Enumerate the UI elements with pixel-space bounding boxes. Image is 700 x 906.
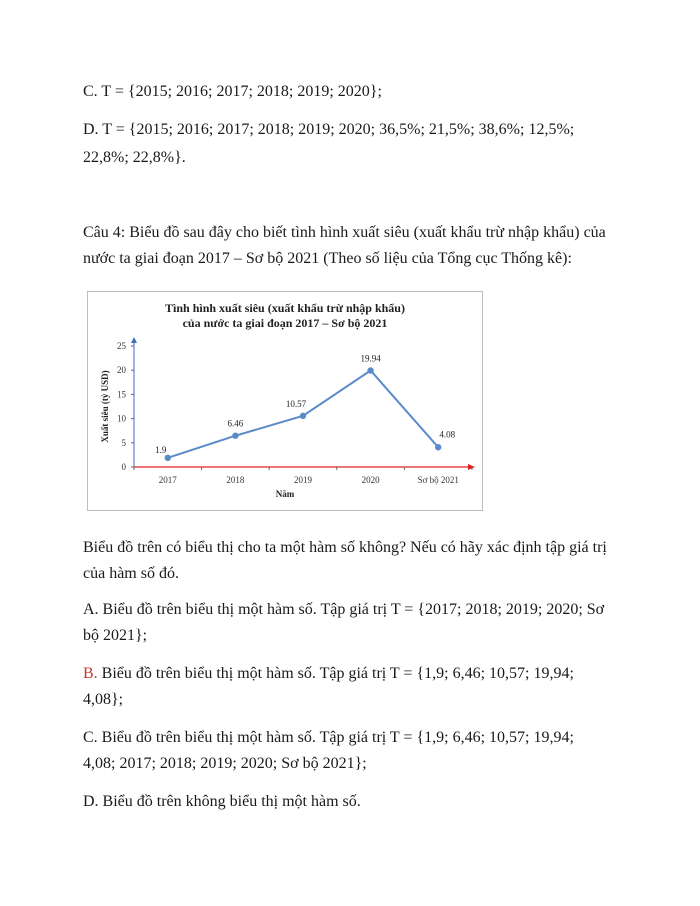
x-tick-label: Sơ bộ 2021 [417,475,459,485]
x-axis-title: Năm [275,489,295,499]
prev-option-c: C. T = {2015; 2016; 2017; 2018; 2019; 2020}; [83,83,382,100]
y-tick-label: 25 [117,341,126,351]
data-point [300,413,306,419]
answer-b-line2: 4,08}; [83,691,124,708]
question-line2: nước ta giai đoạn 2017 – Sơ bộ 2021 (Theo số liệu của Tổng cục Thống kê): [83,250,572,267]
answer-d-line1: D. Biểu đồ trên không biểu thị một hàm số. [83,793,361,810]
y-tick-label: 10 [117,413,126,424]
y-tick-label: 20 [117,365,126,376]
y-axis-arrow [131,337,137,343]
prompt-line2: của hàm số đó. [83,565,179,582]
x-tick-label: 2017 [158,475,177,485]
line-chart [88,292,482,510]
data-label: 10.57 [285,398,307,409]
answer-a-line1: A. Biểu đồ trên biểu thị một hàm số. Tập giá trị T = {2017; 2018; 2019; 2020; Sơ [83,601,605,618]
x-tick-label: 2020 [361,475,380,485]
chart-title-line1: Tình hình xuất siêu (xuất khẩu trừ nhập khẩu) [165,301,405,315]
answer-b-line1 [83,664,574,684]
prompt-line1: Biểu đồ trên có biểu thị cho ta một hàm số không? Nếu có hãy xác định tập giá trị [83,539,607,556]
data-point [165,455,171,461]
y-tick-label: 0 [121,462,126,472]
answer-c-line2: 4,08; 2017; 2018; 2019; 2020; Sơ bộ 2021}; [83,755,367,772]
prev-option-d-line2: 22,8%; 22,8%}. [83,149,186,166]
data-point [435,444,441,450]
data-label: 19.94 [360,353,381,364]
data-point [367,367,373,373]
y-tick-label: 15 [117,389,126,400]
y-axis-title: Xuất siêu (tỷ USD) [100,370,110,443]
data-point [232,433,238,439]
answer-b-letter: B. [83,665,98,682]
chart-title-line2: của nước ta giai đoạn 2017 – Sơ bộ 2021 [182,316,388,330]
x-tick-label: 2019 [294,475,312,485]
answer-c-line1: C. Biểu đồ trên biểu thị một hàm số. Tập giá trị T = {1,9; 6,46; 10,57; 19,94; [83,729,574,746]
data-label: 1.9 [155,444,167,455]
x-tick-label: 2018 [226,475,245,485]
data-label: 6.46 [227,418,244,429]
prev-option-d-line1: D. T = {2015; 2016; 2017; 2018; 2019; 2020; 36,5%; 21,5%; 38,6%; 12,5%; [83,121,575,138]
y-tick-label: 5 [121,437,126,448]
question-line1: Câu 4: Biểu đồ sau đây cho biết tình hình xuất siêu (xuất khẩu trừ nhập khẩu) của [83,224,606,241]
data-label: 4.08 [439,429,456,440]
chart-container [87,291,483,511]
answer-a-line2: bộ 2021}; [83,627,148,644]
answer-b-text: Biểu đồ trên biểu thị một hàm số. Tập giá trị T = {1,9; 6,46; 10,57; 19,94; [97,665,574,682]
